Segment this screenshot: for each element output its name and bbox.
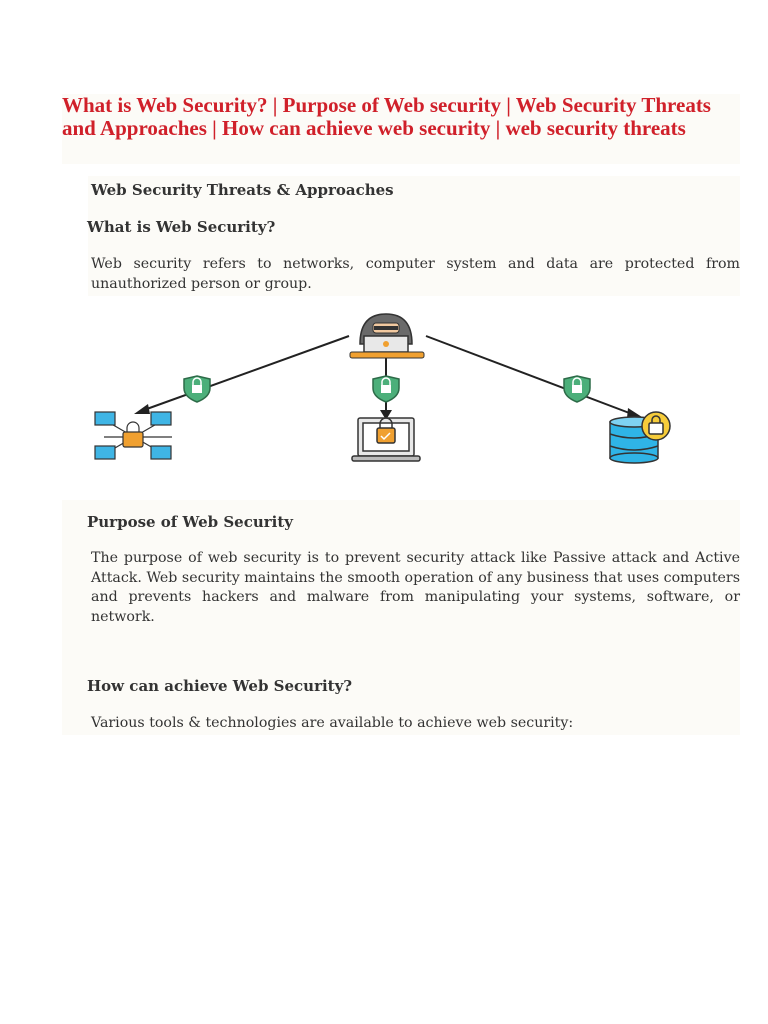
heading-purpose: Purpose of Web Security [87,513,294,531]
laptop-icon [352,418,420,461]
page-title: What is Web Security? | Purpose of Web security | Web Security Threats and Approaches | How can achieve web security | web security threats [62,93,711,140]
heading-how-to-achieve: How can achieve Web Security? [87,677,353,695]
paragraph-what-is: Web security refers to networks, computer system and data are protected from unauthorized person or group. [91,256,740,292]
heading-what-is: What is Web Security? [87,218,276,236]
subtitle: Web Security Threats & Approaches [91,181,394,199]
paragraph-purpose: The purpose of web security is to prevent security attack like Passive attack and Active Attack. Web security maintains the smooth operation of any business that uses computers and prevents hackers and malware from manipulating your systems, software, or network. [91,550,740,625]
paragraph-how-to-achieve: Various tools & technologies are available to achieve web security: [91,715,574,731]
web-security-diagram [64,306,684,496]
